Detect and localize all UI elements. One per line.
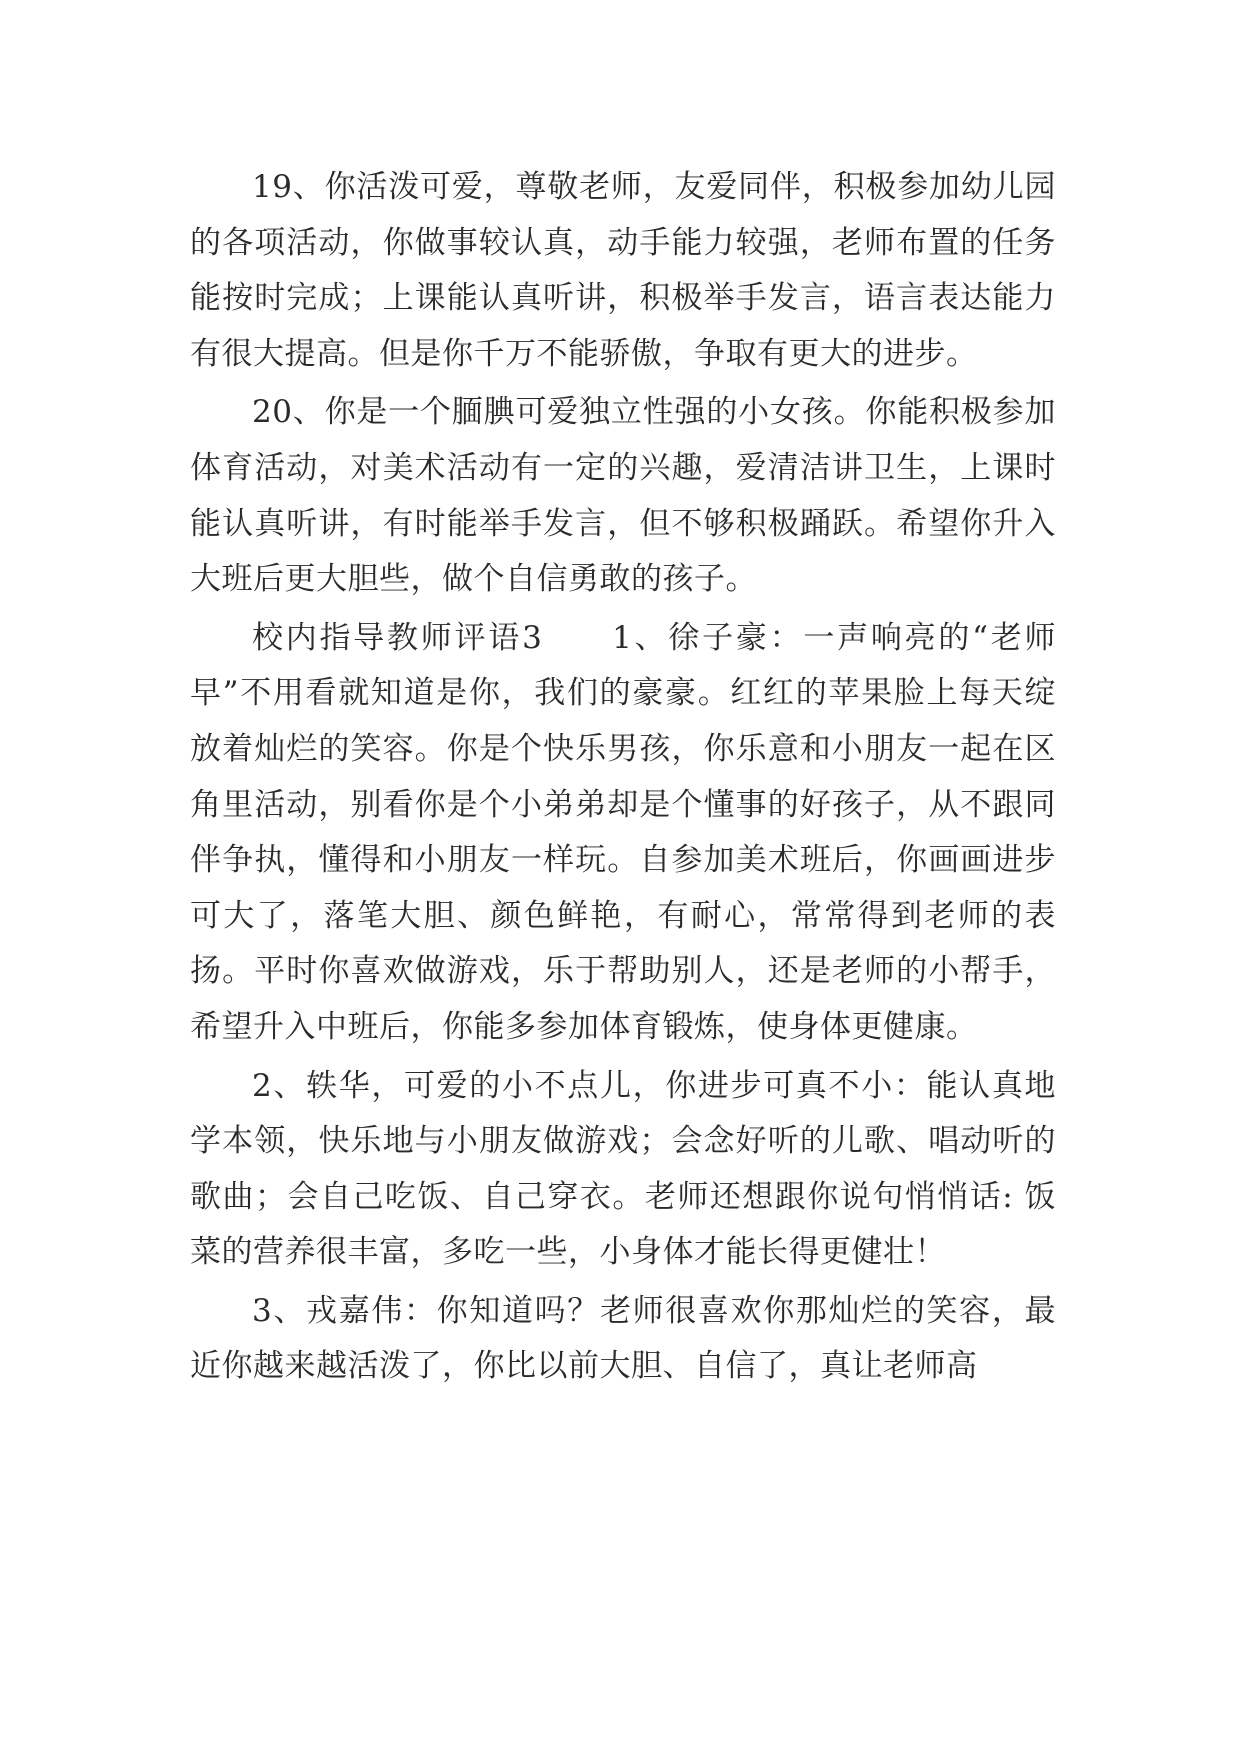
paragraph-section-3-item-1: 校内指导教师评语3 1、徐子豪：一声响亮的“老师早”不用看就知道是你，我们的豪豪。红红的苹果脸上每天绽放着灿烂的笑容。你是个快乐男孩，你乐意和小朋友一起在区角里活动，别看你是个小弟弟却是个懂事的好孩子，从不跟同伴争执，懂得和小朋友一样玩。自参加美术班后，你画画进步可大了，落笔大胆、颜色鲜艳，有耐心，常常得到老师的表扬。平时你喜欢做游戏，乐于帮助别人，还是老师的小帮手，希望升入中班后，你能多参加体育锻炼，使身体更健康。 <box>190 619 1056 1045</box>
paragraph-item-2: 2、轶华，可爱的小不点儿，你进步可真不小：能认真地学本领，快乐地与小朋友做游戏；会念好听的儿歌、唱动听的歌曲；会自己吃饭、自己穿衣。老师还想跟你说句悄悄话: 饭菜的营养很丰富，多吃一些，小身体才能长得更健壮！ <box>190 1067 1056 1271</box>
paragraph-19: 19、你活泼可爱，尊敬老师，友爱同伴，积极参加幼儿园的各项活动，你做事较认真，动手能力较强，老师布置的任务能按时完成；上课能认真听讲，积极举手发言，语言表达能力有很大提高。但是你千万不能骄傲，争取有更大的进步。 <box>190 169 1056 372</box>
paragraph-20: 20、你是一个腼腆可爱独立性强的小女孩。你能积极参加体育活动，对美术活动有一定的兴趣，爱清洁讲卫生，上课时能认真听讲，有时能举手发言，但不够积极踊跃。希望你升入大班后更大胆些，做个自信勇敢的孩子。 <box>190 394 1056 598</box>
paragraph-item-3: 3、戎嘉伟：你知道吗？老师很喜欢你那灿烂的笑容，最近你越来越活泼了，你比以前大胆、自信了，真让老师高 <box>190 1292 1056 1385</box>
document-body <box>190 160 1056 1398</box>
